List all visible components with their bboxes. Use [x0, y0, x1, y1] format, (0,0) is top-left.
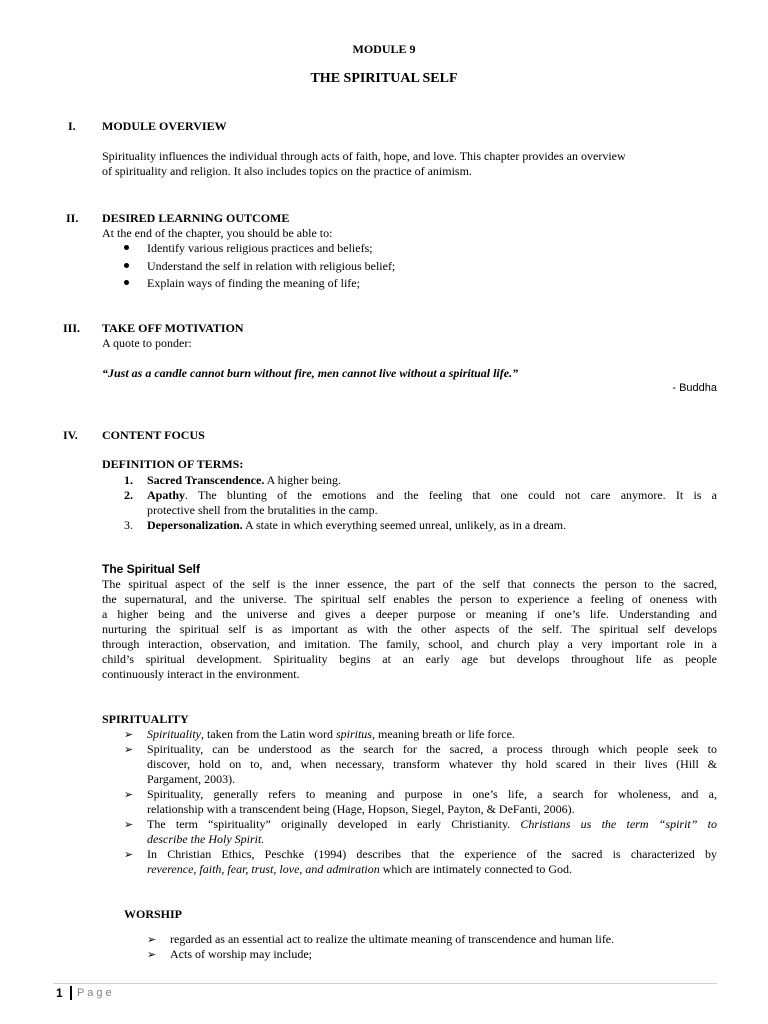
spirituality-heading: SPIRITUALITY	[102, 712, 189, 726]
arrow-bullet-icon: ➢	[124, 728, 134, 741]
paragraph-line: a higher being and the universe and gives a deeper purpose or meaning if one’s life. Understanding and	[102, 607, 717, 621]
worship-heading: WORSHIP	[124, 907, 183, 921]
spirituality-item-2-cont: Pargament, 2003).	[147, 772, 236, 786]
bullet-icon	[124, 245, 129, 250]
section-number-3: III.	[63, 321, 81, 335]
arrow-bullet-icon: ➢	[124, 743, 134, 756]
section-number-4: IV.	[63, 428, 78, 442]
spirituality-item-4-cont: describe the Holy Spirit.	[147, 832, 265, 846]
term-item-3: Depersonalization. A state in which everything seemed unreal, unlikely, as in a dream.	[147, 518, 567, 532]
paragraph-line: nurturing the spiritual self is as important as with the other aspects of the self. The spiritual self develops	[102, 622, 717, 636]
spirituality-item-1: Spirituality, taken from the Latin word spiritus, meaning breath or life force.	[147, 727, 515, 741]
section-heading-outcome: DESIRED LEARNING OUTCOME	[102, 211, 290, 225]
spirituality-item-2-cont: discover, hold on to, and, when necessary, transform whatever thy hold scared in their lives (Hill &	[147, 757, 717, 771]
page-number: 1	[56, 986, 63, 1000]
section-heading-content: CONTENT FOCUS	[102, 428, 205, 442]
worship-item-2: Acts of worship may include;	[170, 947, 312, 961]
paragraph-line: The spiritual aspect of the self is the inner essence, the part of the self that connects the person to the sacred,	[102, 577, 717, 591]
arrow-bullet-icon: ➢	[124, 818, 134, 831]
section-number-2: II.	[66, 211, 79, 225]
worship-item-1: regarded as an essential act to realize the ultimate meaning of transcendence and human life.	[170, 932, 615, 946]
module-number: MODULE 9	[352, 42, 416, 56]
paragraph-line: the supernatural, and the universe. The spiritual self enables the person to experience a feeling of oneness with	[102, 592, 717, 606]
term-number: 2.	[124, 488, 133, 502]
term-number: 3.	[124, 518, 133, 532]
paragraph-line: child’s spiritual development. Spirituality begins at an early age but develops throughout life as people	[102, 652, 717, 666]
arrow-bullet-icon: ➢	[147, 933, 157, 946]
footer-separator	[70, 986, 72, 1000]
spirituality-item-5-cont: reverence, faith, fear, trust, love, and admiration which are intimately connected to God.	[147, 862, 573, 876]
spirituality-item-2: Spirituality, can be understood as the search for the sacred, a process through which people seek to	[147, 742, 717, 756]
arrow-bullet-icon: ➢	[124, 788, 134, 801]
overview-line-2: of spirituality and religion. It also includes topics on the practice of animism.	[102, 164, 472, 178]
bullet-icon	[124, 280, 129, 285]
paragraph-line: through interaction, observation, and imitation. The family, school, and church play a very important role in a	[102, 637, 717, 651]
footer-divider	[53, 983, 717, 984]
outcome-item: Understand the self in relation with religious belief;	[147, 259, 396, 273]
section-heading-motivation: TAKE OFF MOTIVATION	[102, 321, 244, 335]
motivation-intro: A quote to ponder:	[102, 336, 192, 350]
section-heading-overview: MODULE OVERVIEW	[102, 119, 227, 133]
quote: “Just as a candle cannot burn without fire, men cannot live without a spiritual life.”	[102, 366, 519, 380]
page-title: THE SPIRITUAL SELF	[310, 71, 458, 86]
term-item-2-cont: protective shell from the brutalities in the camp.	[147, 503, 378, 517]
arrow-bullet-icon: ➢	[147, 948, 157, 961]
outcome-item: Explain ways of finding the meaning of life;	[147, 276, 360, 290]
term-number: 1.	[124, 473, 133, 487]
spirituality-item-3-cont: relationship with a transcendent being (Hage, Hopson, Siegel, Payton, & DeFanti, 2006).	[147, 802, 575, 816]
quote-author: - Buddha	[672, 382, 717, 394]
spirituality-item-4: The term “spirituality” originally developed in early Christianity. Christians us the term “spirit” to	[147, 817, 717, 831]
arrow-bullet-icon: ➢	[124, 848, 134, 861]
spirituality-item-3: Spirituality, generally refers to meaning and purpose in one’s life, a search for wholeness, and a,	[147, 787, 717, 801]
bullet-icon	[124, 263, 129, 268]
spirituality-item-5: In Christian Ethics, Peschke (1994) describes that the experience of the sacred is characterized by	[147, 847, 717, 861]
definition-heading: DEFINITION OF TERMS:	[102, 457, 244, 471]
term-item-1: Sacred Transcendence. A higher being.	[147, 473, 341, 487]
outcome-item: Identify various religious practices and beliefs;	[147, 241, 373, 255]
page-label: P a g e	[77, 987, 112, 999]
section-number-1: I.	[68, 119, 76, 133]
overview-line-1: Spirituality influences the individual through acts of faith, hope, and love. This chapter provides an overview	[102, 149, 626, 163]
paragraph-line: continuously interact in the environment.	[102, 667, 300, 681]
term-item-2: Apathy. The blunting of the emotions and the feeling that one could not care anymore. It is a	[147, 488, 717, 502]
spiritual-self-heading: The Spiritual Self	[102, 562, 201, 576]
outcome-intro: At the end of the chapter, you should be able to:	[102, 226, 333, 240]
